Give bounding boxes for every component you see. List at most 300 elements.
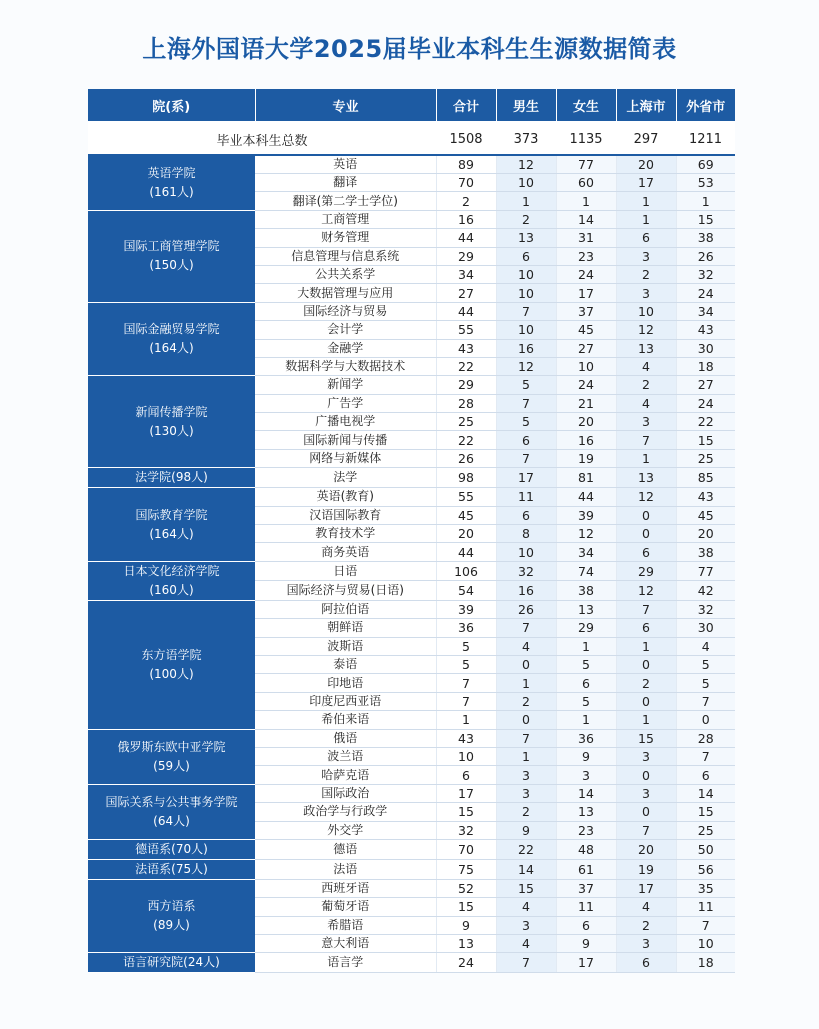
value-cell: 15 bbox=[676, 431, 735, 449]
value-cell: 1 bbox=[616, 711, 676, 729]
value-cell: 29 bbox=[436, 376, 496, 394]
major-name: 翻译(第二学士学位) bbox=[255, 192, 436, 210]
value-cell: 11 bbox=[676, 898, 735, 916]
value-cell: 3 bbox=[496, 784, 556, 802]
total-value: 373 bbox=[496, 123, 556, 156]
value-cell: 17 bbox=[436, 784, 496, 802]
value-cell: 61 bbox=[556, 859, 616, 879]
value-cell: 7 bbox=[676, 747, 735, 765]
value-cell: 22 bbox=[436, 357, 496, 375]
major-name: 外交学 bbox=[255, 821, 436, 839]
value-cell: 55 bbox=[436, 488, 496, 506]
value-cell: 22 bbox=[496, 839, 556, 859]
value-cell: 18 bbox=[676, 953, 735, 973]
total-value: 1211 bbox=[676, 123, 735, 156]
value-cell: 10 bbox=[616, 302, 676, 320]
value-cell: 16 bbox=[496, 581, 556, 601]
value-cell: 50 bbox=[676, 839, 735, 859]
value-cell: 17 bbox=[616, 879, 676, 897]
table-row bbox=[88, 879, 735, 897]
value-cell: 45 bbox=[556, 321, 616, 339]
value-cell: 7 bbox=[676, 916, 735, 934]
value-cell: 27 bbox=[556, 339, 616, 357]
value-cell: 19 bbox=[616, 859, 676, 879]
value-cell: 16 bbox=[496, 339, 556, 357]
value-cell: 0 bbox=[616, 506, 676, 524]
value-cell: 7 bbox=[496, 619, 556, 637]
department-name: 国际金融贸易学院 bbox=[123, 322, 220, 337]
value-cell: 14 bbox=[496, 859, 556, 879]
value-cell: 7 bbox=[676, 692, 735, 710]
value-cell: 29 bbox=[616, 561, 676, 581]
value-cell: 38 bbox=[676, 229, 735, 247]
major-name: 工商管理 bbox=[255, 210, 436, 228]
table-row bbox=[88, 376, 735, 394]
total-value: 1508 bbox=[436, 123, 496, 156]
value-cell: 7 bbox=[616, 821, 676, 839]
value-cell: 0 bbox=[616, 766, 676, 784]
value-cell: 44 bbox=[556, 488, 616, 506]
major-name: 阿拉伯语 bbox=[255, 600, 436, 618]
value-cell: 4 bbox=[496, 935, 556, 953]
value-cell: 0 bbox=[616, 525, 676, 543]
table-row bbox=[88, 729, 735, 747]
total-value: 1135 bbox=[556, 123, 616, 156]
major-name: 新闻学 bbox=[255, 376, 436, 394]
value-cell: 34 bbox=[676, 302, 735, 320]
value-cell: 70 bbox=[436, 174, 496, 192]
major-name: 语言学 bbox=[255, 953, 436, 973]
value-cell: 26 bbox=[676, 247, 735, 265]
value-cell: 6 bbox=[616, 543, 676, 561]
value-cell: 12 bbox=[616, 488, 676, 506]
value-cell: 1 bbox=[436, 711, 496, 729]
value-cell: 32 bbox=[676, 265, 735, 283]
value-cell: 106 bbox=[436, 561, 496, 581]
value-cell: 3 bbox=[616, 247, 676, 265]
department-cell bbox=[88, 859, 255, 879]
value-cell: 10 bbox=[496, 284, 556, 302]
total-row bbox=[88, 123, 735, 156]
department-count: (160人) bbox=[149, 582, 194, 597]
value-cell: 19 bbox=[556, 449, 616, 467]
value-cell: 22 bbox=[436, 431, 496, 449]
value-cell: 9 bbox=[556, 747, 616, 765]
value-cell: 28 bbox=[676, 729, 735, 747]
major-name: 公共关系学 bbox=[255, 265, 436, 283]
value-cell: 17 bbox=[496, 468, 556, 488]
department-cell bbox=[88, 839, 255, 859]
value-cell: 85 bbox=[676, 468, 735, 488]
value-cell: 3 bbox=[556, 766, 616, 784]
table-row bbox=[88, 561, 735, 581]
value-cell: 60 bbox=[556, 174, 616, 192]
value-cell: 13 bbox=[436, 935, 496, 953]
value-cell: 9 bbox=[496, 821, 556, 839]
value-cell: 7 bbox=[616, 600, 676, 618]
department-name: 西方语系 bbox=[147, 899, 196, 914]
value-cell: 17 bbox=[616, 174, 676, 192]
major-name: 英语 bbox=[255, 155, 436, 174]
department-cell bbox=[88, 879, 255, 953]
department-count: (150人) bbox=[149, 258, 194, 273]
value-cell: 7 bbox=[496, 302, 556, 320]
table-row bbox=[88, 784, 735, 802]
value-cell: 1 bbox=[556, 637, 616, 655]
value-cell: 6 bbox=[616, 953, 676, 973]
department-name: 法学院(98人) bbox=[135, 470, 208, 485]
value-cell: 75 bbox=[436, 859, 496, 879]
value-cell: 39 bbox=[556, 506, 616, 524]
value-cell: 16 bbox=[436, 210, 496, 228]
enrollment-table bbox=[88, 89, 735, 973]
total-value: 297 bbox=[616, 123, 676, 156]
value-cell: 15 bbox=[676, 210, 735, 228]
value-cell: 20 bbox=[616, 155, 676, 174]
department-name: 国际教育学院 bbox=[135, 507, 208, 522]
value-cell: 4 bbox=[616, 357, 676, 375]
value-cell: 3 bbox=[616, 935, 676, 953]
value-cell: 2 bbox=[616, 376, 676, 394]
value-cell: 7 bbox=[436, 692, 496, 710]
value-cell: 13 bbox=[616, 468, 676, 488]
value-cell: 2 bbox=[436, 192, 496, 210]
major-name: 大数据管理与应用 bbox=[255, 284, 436, 302]
value-cell: 70 bbox=[436, 839, 496, 859]
major-name: 广告学 bbox=[255, 394, 436, 412]
value-cell: 4 bbox=[676, 637, 735, 655]
major-name: 泰语 bbox=[255, 655, 436, 673]
value-cell: 29 bbox=[556, 619, 616, 637]
value-cell: 5 bbox=[676, 655, 735, 673]
value-cell: 4 bbox=[496, 637, 556, 655]
value-cell: 0 bbox=[616, 803, 676, 821]
value-cell: 6 bbox=[556, 674, 616, 692]
value-cell: 6 bbox=[496, 431, 556, 449]
value-cell: 13 bbox=[556, 803, 616, 821]
value-cell: 9 bbox=[556, 935, 616, 953]
major-name: 会计学 bbox=[255, 321, 436, 339]
value-cell: 14 bbox=[556, 210, 616, 228]
value-cell: 6 bbox=[676, 766, 735, 784]
value-cell: 1 bbox=[616, 192, 676, 210]
value-cell: 36 bbox=[436, 619, 496, 637]
value-cell: 6 bbox=[616, 619, 676, 637]
value-cell: 43 bbox=[676, 488, 735, 506]
value-cell: 2 bbox=[496, 210, 556, 228]
major-name: 数据科学与大数据技术 bbox=[255, 357, 436, 375]
value-cell: 28 bbox=[436, 394, 496, 412]
value-cell: 5 bbox=[496, 413, 556, 431]
department-name: 日本文化经济学院 bbox=[123, 563, 220, 578]
value-cell: 30 bbox=[676, 619, 735, 637]
value-cell: 24 bbox=[556, 265, 616, 283]
value-cell: 1 bbox=[496, 192, 556, 210]
department-cell bbox=[88, 561, 255, 600]
value-cell: 98 bbox=[436, 468, 496, 488]
value-cell: 0 bbox=[496, 711, 556, 729]
value-cell: 25 bbox=[676, 821, 735, 839]
value-cell: 15 bbox=[616, 729, 676, 747]
value-cell: 7 bbox=[436, 674, 496, 692]
value-cell: 0 bbox=[616, 655, 676, 673]
value-cell: 3 bbox=[616, 284, 676, 302]
header-female: 女生 bbox=[556, 89, 616, 123]
value-cell: 8 bbox=[496, 525, 556, 543]
major-name: 哈萨克语 bbox=[255, 766, 436, 784]
value-cell: 0 bbox=[676, 711, 735, 729]
value-cell: 31 bbox=[556, 229, 616, 247]
header-male: 男生 bbox=[496, 89, 556, 123]
value-cell: 1 bbox=[616, 637, 676, 655]
value-cell: 1 bbox=[496, 674, 556, 692]
value-cell: 20 bbox=[616, 839, 676, 859]
total-label: 毕业本科生总数 bbox=[88, 123, 436, 156]
major-name: 德语 bbox=[255, 839, 436, 859]
value-cell: 10 bbox=[436, 747, 496, 765]
department-name: 国际工商管理学院 bbox=[123, 239, 220, 254]
value-cell: 48 bbox=[556, 839, 616, 859]
department-name: 东方语学院 bbox=[141, 647, 202, 662]
value-cell: 38 bbox=[676, 543, 735, 561]
major-name: 国际新闻与传播 bbox=[255, 431, 436, 449]
table-row bbox=[88, 488, 735, 506]
value-cell: 39 bbox=[436, 600, 496, 618]
value-cell: 32 bbox=[436, 821, 496, 839]
value-cell: 23 bbox=[556, 247, 616, 265]
value-cell: 44 bbox=[436, 302, 496, 320]
table-row bbox=[88, 155, 735, 174]
value-cell: 17 bbox=[556, 953, 616, 973]
value-cell: 43 bbox=[436, 729, 496, 747]
department-name: 语言研究院(24人) bbox=[123, 955, 220, 970]
value-cell: 11 bbox=[496, 488, 556, 506]
value-cell: 10 bbox=[496, 174, 556, 192]
value-cell: 5 bbox=[496, 376, 556, 394]
department-cell bbox=[88, 376, 255, 468]
value-cell: 24 bbox=[676, 284, 735, 302]
value-cell: 36 bbox=[556, 729, 616, 747]
major-name: 俄语 bbox=[255, 729, 436, 747]
department-name: 新闻传播学院 bbox=[135, 404, 208, 419]
value-cell: 43 bbox=[676, 321, 735, 339]
major-name: 朝鲜语 bbox=[255, 619, 436, 637]
value-cell: 1 bbox=[556, 192, 616, 210]
table-body bbox=[88, 155, 735, 973]
department-count: (164人) bbox=[149, 526, 194, 541]
department-cell bbox=[88, 155, 255, 210]
value-cell: 74 bbox=[556, 561, 616, 581]
department-cell bbox=[88, 953, 255, 973]
major-name: 波斯语 bbox=[255, 637, 436, 655]
value-cell: 81 bbox=[556, 468, 616, 488]
value-cell: 25 bbox=[436, 413, 496, 431]
value-cell: 5 bbox=[436, 655, 496, 673]
department-count: (89人) bbox=[153, 918, 190, 933]
value-cell: 4 bbox=[616, 898, 676, 916]
major-name: 英语(教育) bbox=[255, 488, 436, 506]
value-cell: 3 bbox=[496, 766, 556, 784]
value-cell: 5 bbox=[676, 674, 735, 692]
value-cell: 37 bbox=[556, 879, 616, 897]
department-cell bbox=[88, 729, 255, 784]
value-cell: 69 bbox=[676, 155, 735, 174]
department-cell bbox=[88, 468, 255, 488]
header-shanghai: 上海市 bbox=[616, 89, 676, 123]
value-cell: 10 bbox=[496, 543, 556, 561]
value-cell: 52 bbox=[436, 879, 496, 897]
value-cell: 20 bbox=[676, 525, 735, 543]
value-cell: 5 bbox=[436, 637, 496, 655]
value-cell: 12 bbox=[616, 581, 676, 601]
value-cell: 15 bbox=[676, 803, 735, 821]
value-cell: 1 bbox=[676, 192, 735, 210]
value-cell: 9 bbox=[436, 916, 496, 934]
department-cell bbox=[88, 600, 255, 729]
value-cell: 0 bbox=[496, 655, 556, 673]
value-cell: 45 bbox=[436, 506, 496, 524]
value-cell: 0 bbox=[616, 692, 676, 710]
value-cell: 27 bbox=[676, 376, 735, 394]
value-cell: 42 bbox=[676, 581, 735, 601]
value-cell: 12 bbox=[496, 357, 556, 375]
major-name: 葡萄牙语 bbox=[255, 898, 436, 916]
value-cell: 5 bbox=[556, 655, 616, 673]
major-name: 日语 bbox=[255, 561, 436, 581]
major-name: 法语 bbox=[255, 859, 436, 879]
value-cell: 13 bbox=[616, 339, 676, 357]
value-cell: 2 bbox=[616, 916, 676, 934]
value-cell: 3 bbox=[616, 747, 676, 765]
value-cell: 12 bbox=[616, 321, 676, 339]
value-cell: 3 bbox=[616, 413, 676, 431]
value-cell: 89 bbox=[436, 155, 496, 174]
value-cell: 2 bbox=[496, 803, 556, 821]
value-cell: 1 bbox=[616, 210, 676, 228]
department-count: (161人) bbox=[149, 184, 194, 199]
value-cell: 1 bbox=[496, 747, 556, 765]
value-cell: 3 bbox=[496, 916, 556, 934]
major-name: 翻译 bbox=[255, 174, 436, 192]
department-count: (100人) bbox=[149, 666, 194, 681]
department-name: 德语系(70人) bbox=[135, 841, 208, 856]
value-cell: 6 bbox=[556, 916, 616, 934]
value-cell: 24 bbox=[556, 376, 616, 394]
value-cell: 10 bbox=[556, 357, 616, 375]
value-cell: 45 bbox=[676, 506, 735, 524]
value-cell: 7 bbox=[496, 394, 556, 412]
department-cell bbox=[88, 488, 255, 562]
value-cell: 34 bbox=[556, 543, 616, 561]
value-cell: 11 bbox=[556, 898, 616, 916]
table-row bbox=[88, 302, 735, 320]
value-cell: 7 bbox=[496, 449, 556, 467]
value-cell: 32 bbox=[676, 600, 735, 618]
value-cell: 6 bbox=[496, 506, 556, 524]
value-cell: 77 bbox=[556, 155, 616, 174]
value-cell: 2 bbox=[496, 692, 556, 710]
value-cell: 14 bbox=[556, 784, 616, 802]
department-name: 国际关系与公共事务学院 bbox=[105, 794, 238, 809]
major-name: 财务管理 bbox=[255, 229, 436, 247]
value-cell: 7 bbox=[496, 729, 556, 747]
major-name: 国际经济与贸易 bbox=[255, 302, 436, 320]
value-cell: 10 bbox=[496, 321, 556, 339]
header-row bbox=[88, 89, 735, 123]
value-cell: 55 bbox=[436, 321, 496, 339]
value-cell: 1 bbox=[556, 711, 616, 729]
value-cell: 24 bbox=[676, 394, 735, 412]
value-cell: 56 bbox=[676, 859, 735, 879]
value-cell: 44 bbox=[436, 543, 496, 561]
department-count: (64人) bbox=[153, 813, 190, 828]
major-name: 波兰语 bbox=[255, 747, 436, 765]
value-cell: 27 bbox=[436, 284, 496, 302]
major-name: 商务英语 bbox=[255, 543, 436, 561]
value-cell: 35 bbox=[676, 879, 735, 897]
department-name: 俄罗斯东欧中亚学院 bbox=[117, 739, 226, 754]
value-cell: 16 bbox=[556, 431, 616, 449]
value-cell: 12 bbox=[496, 155, 556, 174]
value-cell: 13 bbox=[496, 229, 556, 247]
department-cell bbox=[88, 784, 255, 839]
major-name: 教育技术学 bbox=[255, 525, 436, 543]
value-cell: 10 bbox=[496, 265, 556, 283]
value-cell: 14 bbox=[676, 784, 735, 802]
major-name: 希腊语 bbox=[255, 916, 436, 934]
department-name: 英语学院 bbox=[147, 165, 196, 180]
value-cell: 1 bbox=[616, 449, 676, 467]
value-cell: 22 bbox=[676, 413, 735, 431]
major-name: 政治学与行政学 bbox=[255, 803, 436, 821]
value-cell: 37 bbox=[556, 302, 616, 320]
value-cell: 15 bbox=[436, 803, 496, 821]
department-count: (59人) bbox=[153, 758, 190, 773]
value-cell: 25 bbox=[676, 449, 735, 467]
department-cell bbox=[88, 302, 255, 376]
table-row bbox=[88, 468, 735, 488]
value-cell: 12 bbox=[556, 525, 616, 543]
department-count: (164人) bbox=[149, 341, 194, 356]
major-name: 印地语 bbox=[255, 674, 436, 692]
value-cell: 20 bbox=[556, 413, 616, 431]
major-name: 金融学 bbox=[255, 339, 436, 357]
major-name: 信息管理与信息系统 bbox=[255, 247, 436, 265]
value-cell: 6 bbox=[616, 229, 676, 247]
value-cell: 18 bbox=[676, 357, 735, 375]
department-cell bbox=[88, 210, 255, 302]
major-name: 汉语国际教育 bbox=[255, 506, 436, 524]
value-cell: 7 bbox=[616, 431, 676, 449]
value-cell: 13 bbox=[556, 600, 616, 618]
value-cell: 3 bbox=[616, 784, 676, 802]
header-total: 合计 bbox=[436, 89, 496, 123]
value-cell: 44 bbox=[436, 229, 496, 247]
value-cell: 26 bbox=[436, 449, 496, 467]
major-name: 国际政治 bbox=[255, 784, 436, 802]
value-cell: 30 bbox=[676, 339, 735, 357]
table-row bbox=[88, 859, 735, 879]
value-cell: 34 bbox=[436, 265, 496, 283]
value-cell: 2 bbox=[616, 265, 676, 283]
header-major: 专业 bbox=[255, 89, 436, 123]
department-name: 法语系(75人) bbox=[135, 861, 208, 876]
value-cell: 10 bbox=[676, 935, 735, 953]
table-row bbox=[88, 953, 735, 973]
major-name: 广播电视学 bbox=[255, 413, 436, 431]
value-cell: 21 bbox=[556, 394, 616, 412]
value-cell: 4 bbox=[496, 898, 556, 916]
